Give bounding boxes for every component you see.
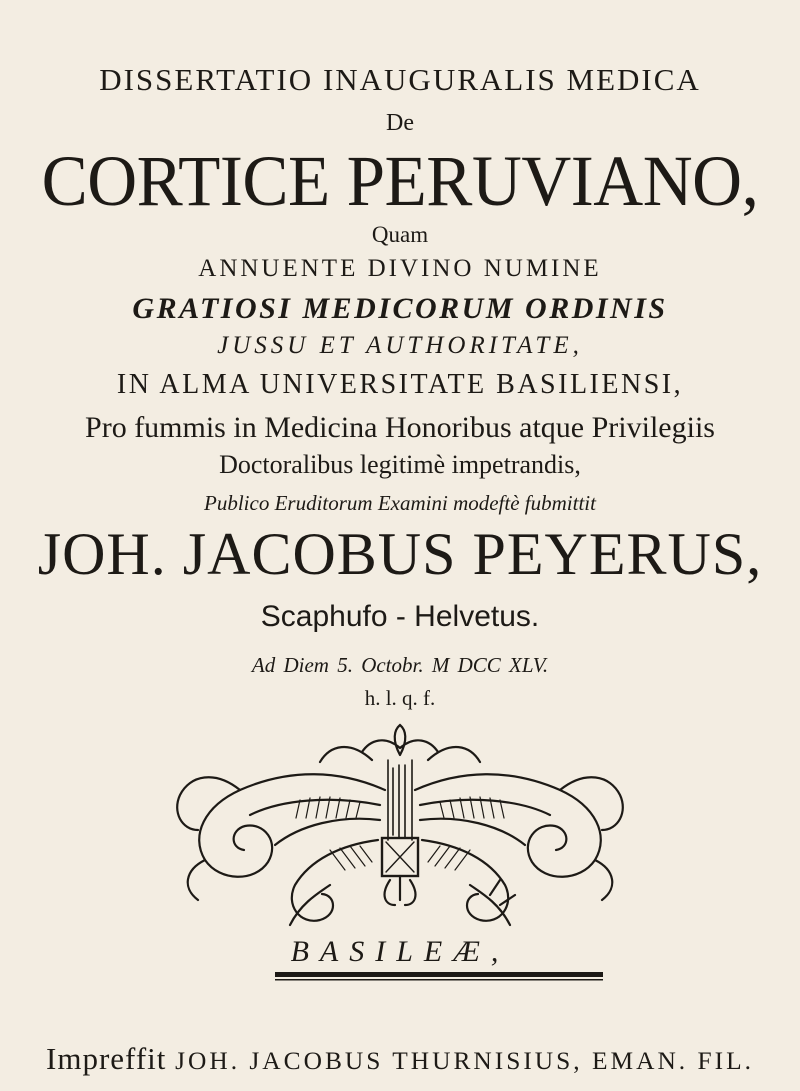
subject-title: CORTICE PERUVIANO, — [41, 141, 759, 221]
jussu-line: JUSSU ET AUTHORITATE, — [217, 332, 583, 359]
defense-date: Ad Diem 5. Octobr. M DCC XLV. — [251, 653, 549, 677]
de-line: De — [386, 110, 414, 136]
city-line: BASILEÆ, — [290, 935, 510, 968]
author-name: JOH. JACOBUS PEYERUS, — [37, 521, 763, 587]
dissertation-type: DISSERTATIO INAUGURALIS MEDICA — [99, 62, 701, 97]
publico-line: Publico Eruditorum Examini modeftè fubmittit — [204, 491, 596, 515]
gratiosi-line: GRATIOSI MEDICORUM ORDINIS — [132, 292, 668, 325]
universitate-line: IN ALMA UNIVERSITATE BASILIENSI, — [116, 369, 684, 400]
quam-line: Quam — [371, 222, 429, 247]
printer-name: JOH. JACOBUS THURNISIUS, EMAN. FIL. — [175, 1047, 754, 1075]
annuente-line: ANNUENTE DIVINO NUMINE — [198, 255, 602, 282]
imprint-line — [0, 1041, 800, 1077]
author-origin: Scaphufo - Helvetus. — [260, 600, 540, 633]
doctoralibus-line: Doctoralibus legitimè impetrandis, — [219, 450, 581, 479]
printer-lead: Impreffit — [46, 1041, 167, 1076]
hlqf-line: h. l. q. f. — [364, 686, 436, 710]
pro-summis-line: Pro fummis in Medicina Honoribus atque Privilegiis — [85, 411, 715, 444]
